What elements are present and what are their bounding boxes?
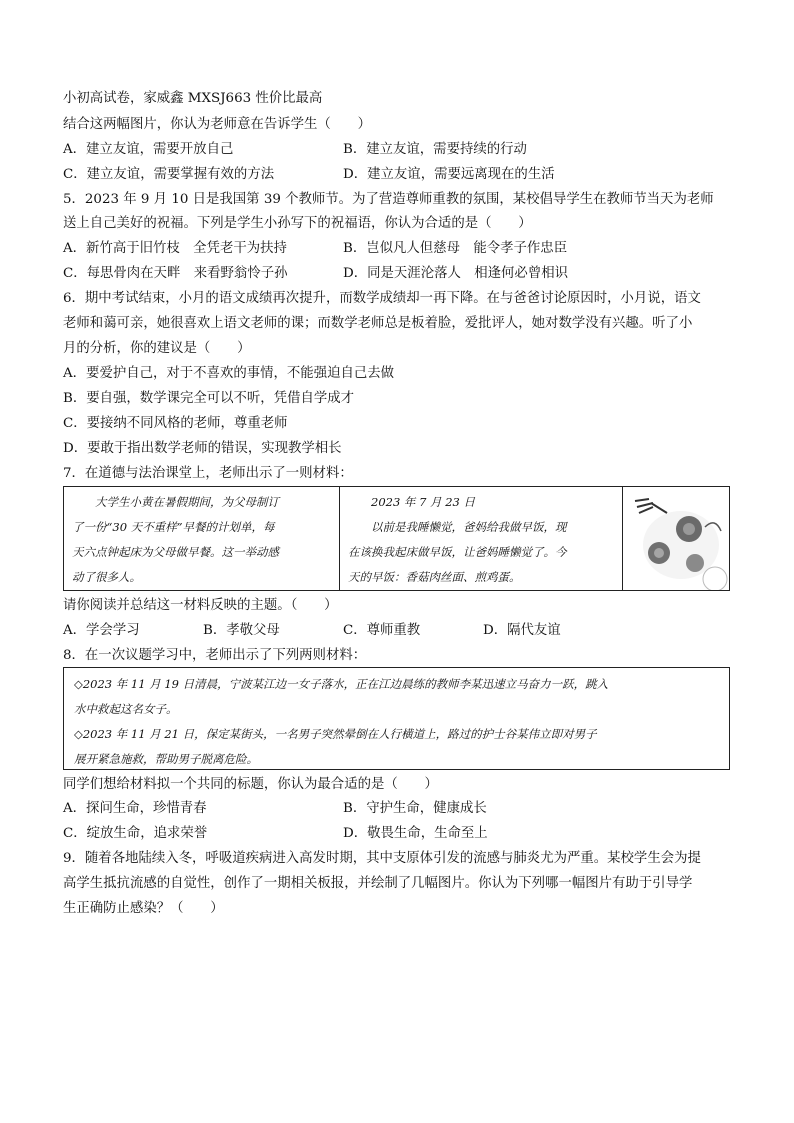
q7-right-line-1: 以前是我睡懒觉，爸妈给我做早饭，现 bbox=[371, 520, 567, 534]
q4-option-c: C．建立友谊，需要掌握有效的方法 bbox=[63, 167, 275, 182]
q7-left-line-1: 大学生小黄在暑假期间，为父母制订 bbox=[95, 495, 279, 509]
q7-breakfast-image bbox=[623, 487, 729, 590]
q6-line2: 老师和蔼可亲，她很喜欢上语文老师的课；而数学老师总是板着脸，爱批评人，她对数学没有兴趣。听了小 bbox=[63, 316, 693, 331]
q6-line3: 月的分析，你的建议是（ ） bbox=[63, 341, 251, 356]
q5-line2: 送上自己美好的祝福。下列是学生小孙写下的祝福语，你认为合适的是（ ） bbox=[63, 216, 532, 231]
q8-material1-line1: ◇2023 年 11 月 19 日清晨，宁波某江边一女子落水，正在江边晨练的教师李某迅速立马奋力一跃，跳入 bbox=[74, 677, 609, 691]
q8-option-d: D．敬畏生命，生命至上 bbox=[343, 826, 488, 841]
q4-options-row2 bbox=[63, 166, 555, 184]
q7-material-diary bbox=[340, 487, 623, 590]
q5-option-a: A．新竹高于旧竹枝 全凭老干为扶持 bbox=[63, 241, 287, 256]
q7-option-b: B．孝敬父母 bbox=[203, 623, 280, 638]
q7-option-a: A．学会学习 bbox=[63, 623, 140, 638]
header-ad: 小初高试卷，家威鑫 MXSJ663 性价比最高 bbox=[63, 91, 323, 106]
q8-stem: 8．在一次议题学习中，老师出示了下列两则材料： bbox=[63, 648, 367, 663]
q8-option-c: C．绽放生命，追求荣誉 bbox=[63, 826, 208, 841]
q5-option-c: C．每思骨肉在天畔 来看野翁怜子孙 bbox=[63, 266, 288, 281]
q7-material-box bbox=[63, 486, 730, 591]
q8-material2-line1: ◇2023 年 11 月 21 日，保定某街头，一名男子突然晕倒在人行横道上，路过的护士谷某伟立即对男子 bbox=[74, 727, 597, 741]
q5-option-b: B．岂似凡人但慈母 能令孝子作忠臣 bbox=[343, 241, 568, 256]
q7-stem: 7．在道德与法治课堂上，老师出示了一则材料： bbox=[63, 466, 353, 481]
q8-option-b: B．守护生命，健康成长 bbox=[343, 801, 487, 816]
q6-option-d: D．要敢于指出数学老师的错误，实现教学相长 bbox=[63, 441, 342, 456]
q6-option-c: C．要接纳不同风格的老师，尊重老师 bbox=[63, 416, 288, 431]
q7-material-left bbox=[64, 487, 340, 590]
q8-material1-line2: 水中救起这名女子。 bbox=[74, 702, 178, 716]
q4-option-b: B．建立友谊，需要持续的行动 bbox=[343, 142, 527, 157]
q4-option-a: A．建立友谊，需要开放自己 bbox=[63, 142, 234, 157]
q7-right-line-2: 在该换我起床做早饭，让爸妈睡懒觉了。今 bbox=[348, 545, 567, 559]
q7-left-line-4: 动了很多人。 bbox=[72, 570, 141, 584]
q4-option-d: D．建立友谊，需要远离现在的生活 bbox=[343, 167, 555, 182]
q7-diary-date: 2023 年 7 月 23 日 bbox=[371, 495, 475, 509]
q9-line1: 9．随着各地陆续入冬，呼吸道疾病进入高发时期，其中支原体引发的流感与肺炎尤为严重。某校学生会为提 bbox=[63, 851, 701, 866]
q4-stem: 结合这两幅图片，你认为老师意在告诉学生（ ） bbox=[63, 117, 371, 132]
q8-material-box bbox=[63, 667, 730, 770]
q9-line3: 生正确防止感染？（ ） bbox=[63, 901, 224, 916]
q7-options bbox=[63, 622, 561, 640]
q6-option-b: B．要自强，数学课完全可以不听，凭借自学成才 bbox=[63, 391, 355, 406]
q7-option-d: D．隔代友谊 bbox=[483, 623, 561, 638]
q8-question: 同学们想给材料拟一个共同的标题，你认为最合适的是（ ） bbox=[63, 777, 438, 792]
q5-options-row1 bbox=[63, 240, 568, 258]
q5-option-d: D．同是天涯沦落人 相逢何必曾相识 bbox=[343, 266, 568, 281]
q8-option-a: A．探问生命，珍惜青春 bbox=[63, 801, 207, 816]
q7-left-line-2: 了一份“30 天不重样”早餐的计划单，每 bbox=[72, 520, 275, 534]
q8-options-row1 bbox=[63, 800, 487, 818]
q5-line1: 5．2023 年 9 月 10 日是我国第 39 个教师节。为了营造尊师重教的氛围，某校倡导学生在教师节当天为老师 bbox=[63, 192, 714, 207]
q7-option-c: C．尊师重教 bbox=[343, 623, 421, 638]
q7-right-line-3: 天的早饭：香菇肉丝面、煎鸡蛋。 bbox=[348, 570, 521, 584]
q7-left-line-3: 天六点钟起床为父母做早餐。这一举动感 bbox=[72, 545, 279, 559]
q6-option-a: A．要爱护自己，对于不喜欢的事情，不能强迫自己去做 bbox=[63, 366, 395, 381]
q8-material2-line2: 展开紧急施救，帮助男子脱离危险。 bbox=[74, 752, 258, 766]
q4-options-row1 bbox=[63, 141, 527, 159]
q5-options-row2 bbox=[63, 265, 568, 283]
breakfast-illustration-icon bbox=[623, 487, 729, 590]
q7-question: 请你阅读并总结这一材料反映的主题。（ ） bbox=[63, 598, 338, 613]
q9-line2: 高学生抵抗流感的自觉性，创作了一期相关板报，并绘制了几幅图片。你认为下列哪一幅图片有助于引导学 bbox=[63, 876, 693, 891]
q6-line1: 6．期中考试结束，小月的语文成绩再次提升，而数学成绩却一再下降。在与爸爸讨论原因时，小月说，语文 bbox=[63, 291, 701, 306]
q8-options-row2 bbox=[63, 825, 488, 843]
